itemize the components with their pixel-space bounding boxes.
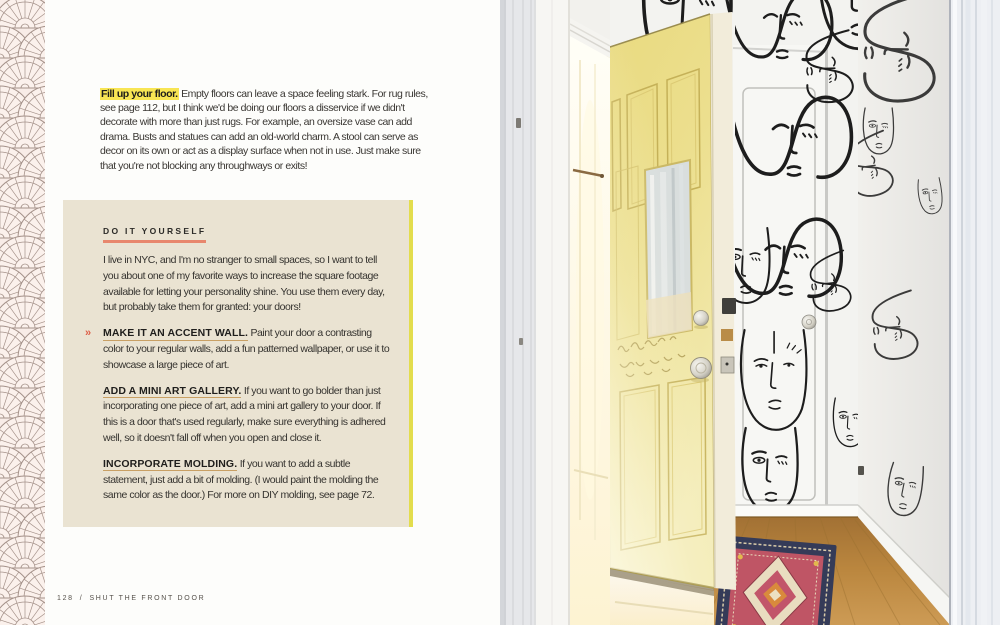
door-hinge bbox=[519, 338, 523, 345]
tip-body: If you want to add a subtle statement, just add a bit of molding. (I would paint the molding the same color as the door.) For more on DIY molding, see page 72. bbox=[103, 457, 379, 502]
intro-paragraph bbox=[100, 87, 432, 173]
page-number: 128 bbox=[57, 595, 74, 602]
footer-separator: / bbox=[79, 595, 84, 602]
tip-incorporate-molding bbox=[103, 457, 393, 504]
yellow-door bbox=[607, 12, 736, 596]
tip-mini-art-gallery bbox=[103, 384, 393, 447]
back-door-knob bbox=[802, 315, 816, 329]
highlighted-lead-in: Fill up your floor. bbox=[101, 87, 178, 100]
door-edge bbox=[710, 12, 736, 590]
tip-body: If you want to go bolder than just incorporating one piece of art, add a mini art gallery to your door. If this is a door that's used regularly, make sure everything is adhered well, so it doesn't fall off when you open and close it. bbox=[103, 384, 386, 444]
left-door-frame bbox=[534, 0, 570, 625]
wall-outlet bbox=[858, 466, 864, 475]
back-baseboard bbox=[733, 505, 858, 517]
intro-text: Empty floors can leave a space feeling stark. For rug rules, see page 112, but I think we'd be doing our floors a disservice if we didn't decorate with more than just rugs. For example, an oversize vase can add drama. Busts and statues can add an old-world charm. A stool can serve as decor on its own or act as a display surface when not in use. Just make sure that you're not blocking any throughways or exits! bbox=[100, 87, 428, 172]
tip-accent-wall bbox=[85, 326, 393, 373]
window-light bbox=[570, 36, 610, 625]
tip-title: INCORPORATE MOLDING. bbox=[103, 457, 238, 470]
chapter-title: SHUT THE FRONT DOOR bbox=[89, 595, 206, 602]
tip-title: MAKE IT AN ACCENT WALL. bbox=[103, 327, 249, 340]
diy-box-header: DO IT YOURSELF bbox=[103, 226, 206, 243]
hallway-photo bbox=[500, 0, 1000, 625]
door-hinge bbox=[516, 118, 521, 128]
diy-sidebar-box bbox=[63, 200, 413, 527]
right-door-frame bbox=[950, 0, 1000, 625]
tip-body: Paint your door a contrasting color to your regular walls, add a fun patterned wallpaper, or use it to showcase a large piece of art. bbox=[103, 327, 390, 371]
diy-box-intro: I live in NYC, and I'm no stranger to small spaces, so I want to tell you about one of my favorite ways to increase the square footage available for letting your personality shine. You use them every day, but probably take them for granted: your doors! bbox=[103, 254, 385, 314]
chevron-marker-icon: » bbox=[85, 327, 91, 340]
tip-title: ADD A MINI ART GALLERY. bbox=[103, 384, 242, 397]
left-wall-molding bbox=[500, 0, 534, 625]
art-deco-pattern bbox=[0, 0, 45, 625]
page-footer bbox=[57, 595, 211, 602]
